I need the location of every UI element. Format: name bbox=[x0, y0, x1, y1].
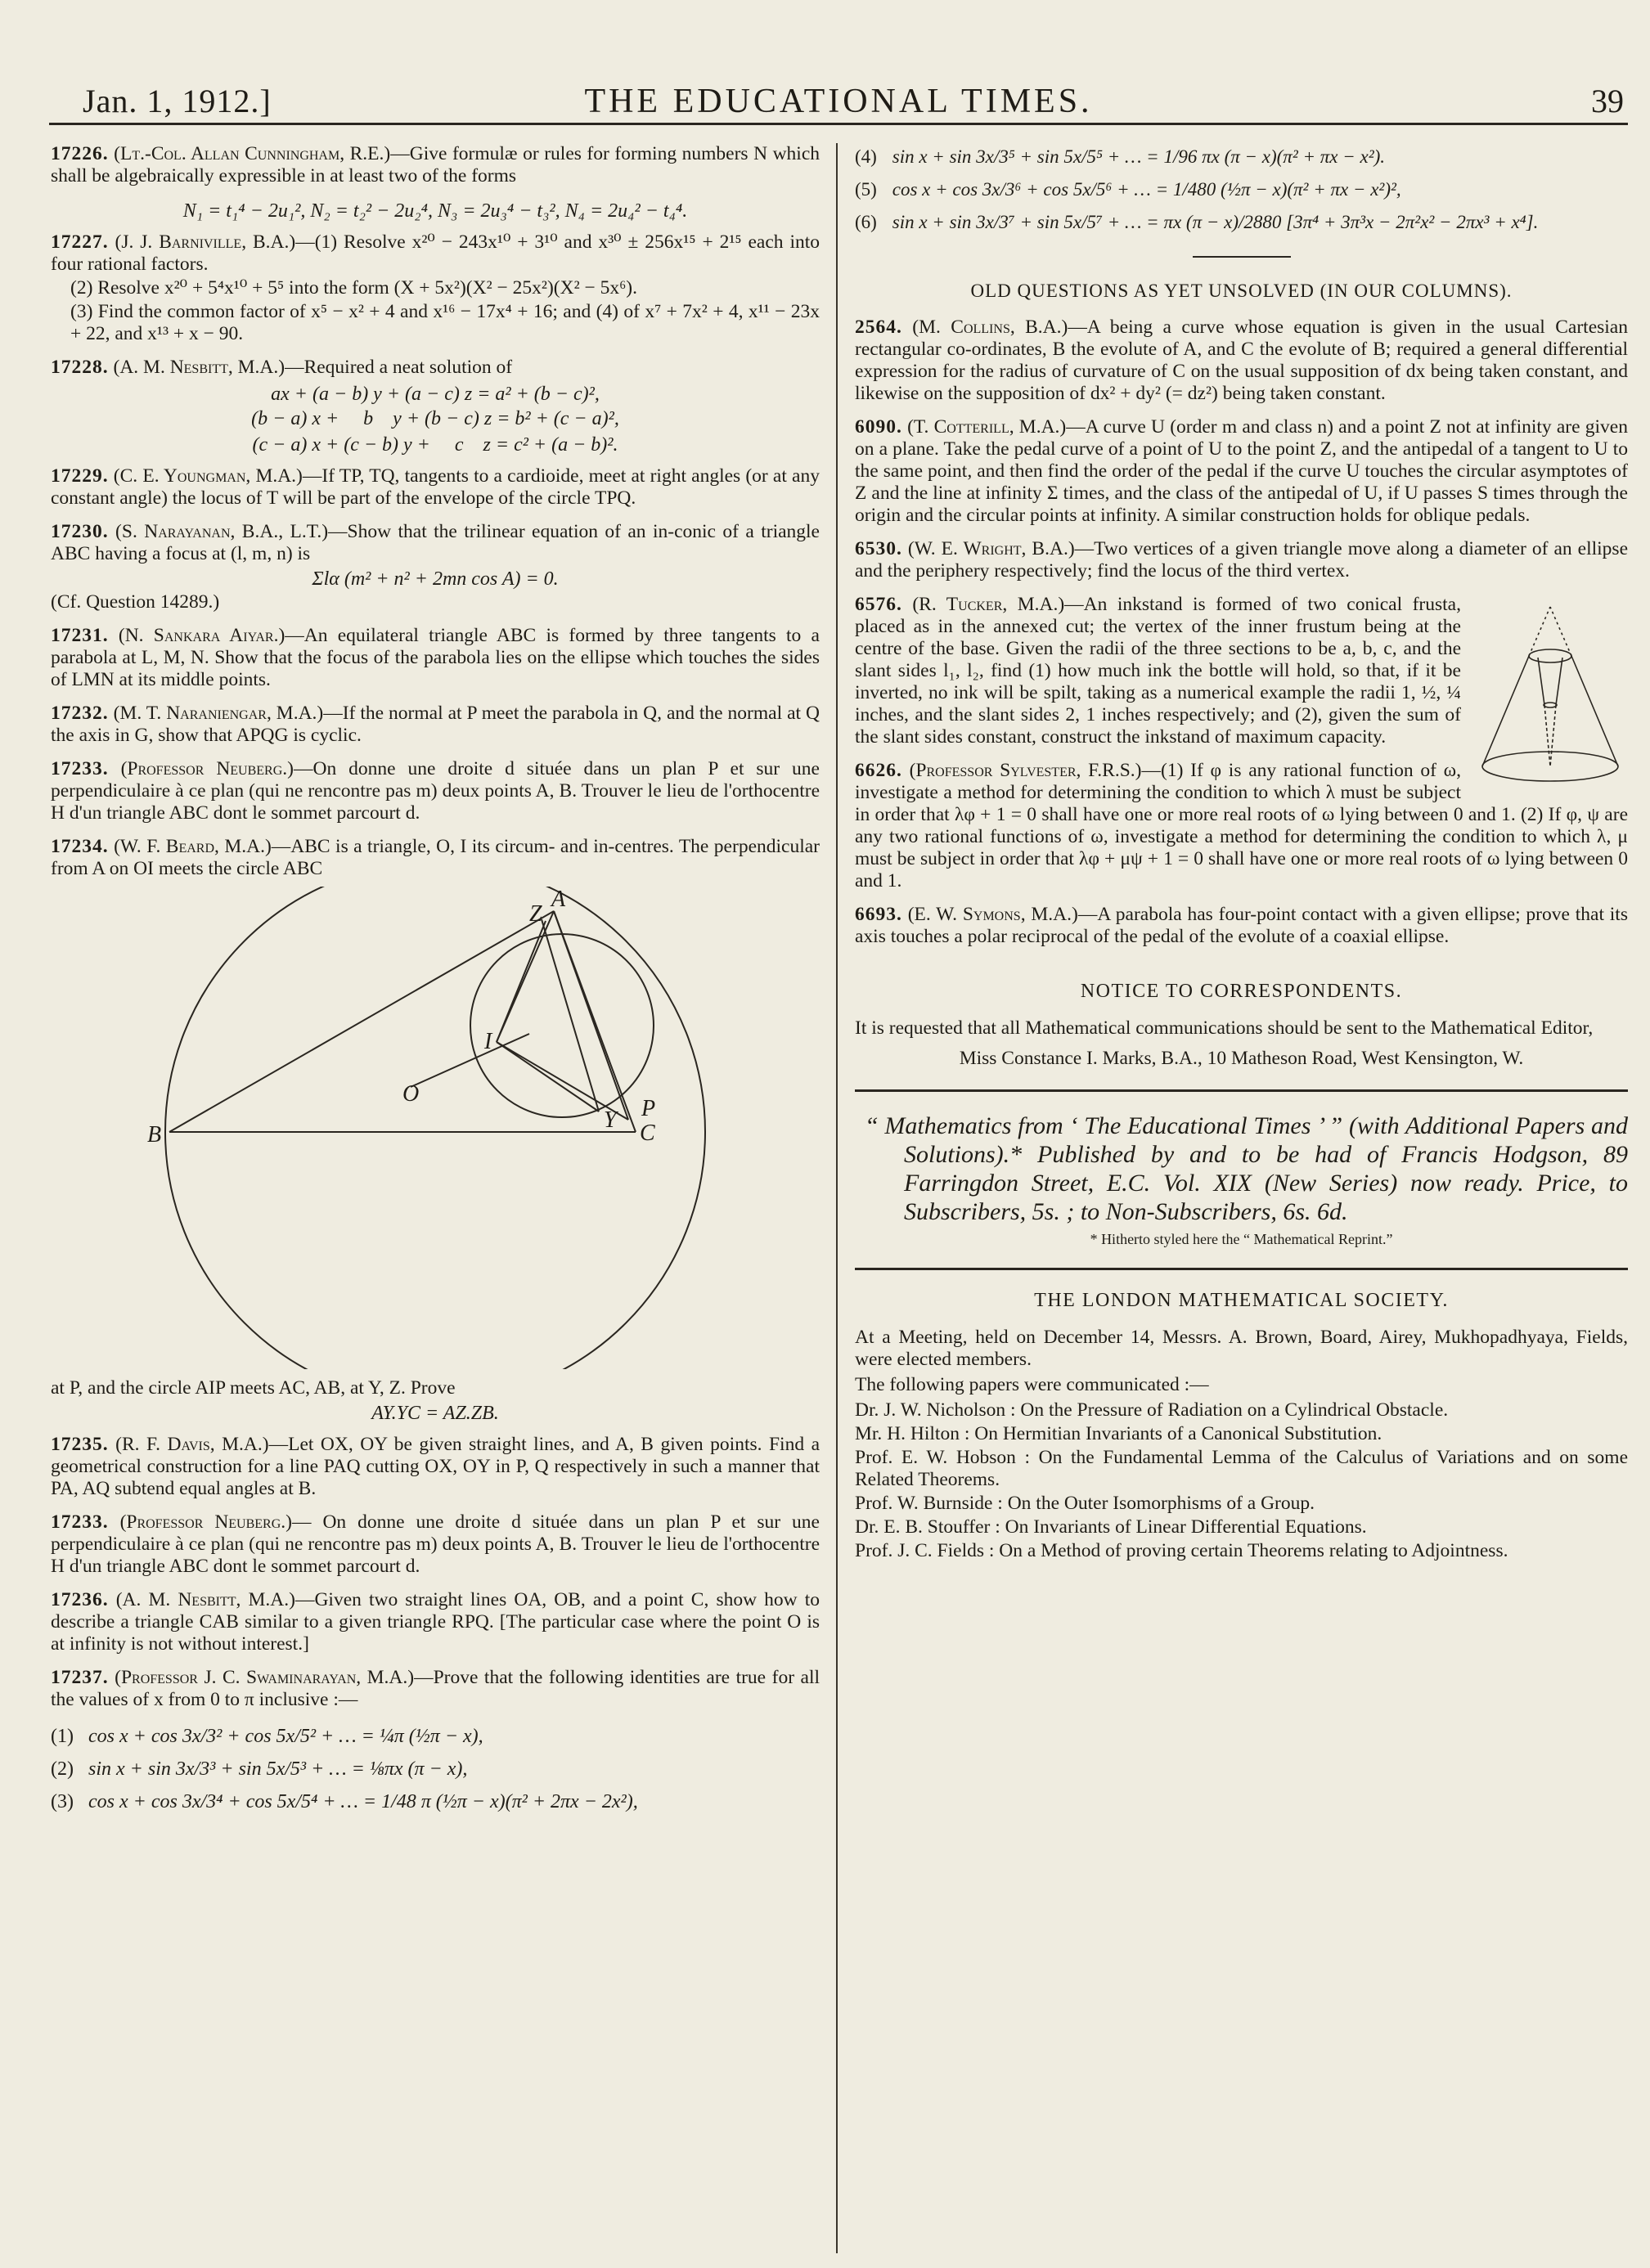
question-author: (R. Tucker, M.A.) bbox=[912, 594, 1065, 615]
header-rule bbox=[49, 123, 1628, 125]
question-number: 17231. bbox=[51, 625, 109, 646]
inkstand-figure bbox=[1472, 599, 1628, 787]
inner-lower-left bbox=[1544, 705, 1550, 766]
question-author: (Lt.-Col. Allan Cunningham, R.E.) bbox=[114, 143, 391, 164]
issue-date: Jan. 1, 1912.] bbox=[83, 83, 272, 119]
identity-expression: cos x + cos 3x/3² + cos 5x/5² + … = ¼π (½π − x), bbox=[88, 1726, 483, 1747]
label-c: C bbox=[640, 1121, 655, 1146]
top-section bbox=[1529, 649, 1571, 662]
question-text: —Two vertices of a given triangle move along a diameter of an ellipse and the periphery respectively; find the locus of the third vertex. bbox=[855, 538, 1629, 582]
cross-reference: (Cf. Question 14289.) bbox=[51, 591, 220, 613]
inner-section bbox=[1544, 703, 1557, 707]
equation: N₁ = t₁⁴ − 2u₁², N₂ = t₂² − 2u₂⁴, N₃ = 2u₃⁴ − t₃², N₄ = 2u₄² − t₄⁴. bbox=[182, 200, 688, 222]
identity-expression: cos x + cos 3x/3⁶ + cos 5x/5⁶ + … = 1/480 (½π − x)(π² + πx − x²)², bbox=[892, 179, 1401, 200]
question-text: — On donne une droite d située dans un plan P et sur une perpendiculaire à ce plan (qui ne rencontre pas m) deux points A, B. Trouver le lieu de l'orthocentre H d'un triangle ABC dont le sommet parcourt d. bbox=[51, 1511, 820, 1577]
question-17227 bbox=[51, 231, 820, 276]
question-number: 6530. bbox=[855, 538, 902, 559]
outer-slant-left bbox=[1482, 656, 1529, 766]
question-author: (C. E. Youngman, M.A.) bbox=[113, 465, 303, 487]
question-author: (Professor Neuberg.) bbox=[119, 1511, 292, 1533]
question-text: —Given two straight lines OA, OB, and a point C, show how to describe a triangle CAB similar to a given triangle RPQ. [The particular case where the point O is at infinity is not without interest.] bbox=[51, 1589, 820, 1655]
label-z: Z bbox=[529, 901, 542, 927]
label-y: Y bbox=[604, 1107, 617, 1133]
identity-3 bbox=[51, 1788, 820, 1816]
vertex-guide-right bbox=[1550, 607, 1571, 656]
circle-aip bbox=[470, 934, 654, 1117]
identity-1 bbox=[51, 1722, 820, 1750]
question-text: —If TP, TQ, tangents to a cardioide, meet at right angles (or at any constant angle) the locus of T will be part of the envelope of the circle TPQ. bbox=[51, 465, 820, 509]
question-number: 17230. bbox=[51, 521, 109, 542]
notice-heading: NOTICE TO CORRESPONDENTS. bbox=[1080, 981, 1403, 1002]
identity-number: (6) bbox=[855, 212, 877, 232]
label-o: O bbox=[402, 1081, 420, 1107]
label-a: A bbox=[551, 887, 566, 912]
identity-2 bbox=[51, 1755, 820, 1783]
label-i: I bbox=[484, 1029, 492, 1054]
reprint-footnote: * Hitherto styled here the “ Mathematical Reprint.” bbox=[1090, 1231, 1393, 1247]
question-17236 bbox=[51, 1589, 820, 1655]
question-number: 17227. bbox=[51, 231, 109, 253]
inner-slant-left bbox=[1538, 658, 1544, 705]
question-17233-repeat bbox=[51, 1511, 820, 1578]
notice-text: It is requested that all Mathematical communications should be sent to the Mathematical Editor, bbox=[855, 1017, 1594, 1039]
identity-expression: cos x + cos 3x/3⁴ + cos 5x/5⁴ + … = 1/48 π (½π − x)(π² + 2πx − 2x²), bbox=[88, 1791, 638, 1812]
label-p: P bbox=[641, 1096, 656, 1121]
question-number: 17232. bbox=[51, 703, 109, 724]
paper-item: Dr. E. B. Stouffer : On Invariants of Linear Differential Equations. bbox=[855, 1516, 1367, 1538]
identity-number: (3) bbox=[51, 1791, 74, 1812]
question-author: (E. W. Symons, M.A.) bbox=[907, 904, 1078, 925]
question-number: 6693. bbox=[855, 904, 902, 925]
question-text: —An equilateral triangle ABC is formed by three tangents to a parabola at L, M, N. Show that the focus of the parabola lies on the ellipse which touches the sides of LMN at its middle points. bbox=[51, 625, 820, 690]
question-part: (2) Resolve x²⁰ + 5⁴x¹⁰ + 5⁵ into the form (X + 5x²)(X² − 25x²)(X² − 5x⁶). bbox=[70, 277, 638, 299]
editor-address: Miss Constance I. Marks, B.A., 10 Matheson Road, West Kensington, W. bbox=[959, 1048, 1524, 1069]
identity-number: (1) bbox=[51, 1726, 74, 1747]
question-author: (R. F. Davis, M.A.) bbox=[115, 1434, 269, 1455]
question-6090 bbox=[855, 416, 1628, 527]
question-text: —If the normal at P meet the parabola in Q, and the normal at Q the axis in G, show that APQG is cyclic. bbox=[51, 703, 821, 746]
journal-title: THE EDUCATIONAL TIMES. bbox=[584, 83, 1093, 120]
question-text: —Required a neat solution of bbox=[285, 357, 513, 378]
base-section bbox=[1482, 752, 1618, 781]
outer-slant-right bbox=[1571, 656, 1618, 766]
question-17226 bbox=[51, 143, 820, 187]
paper-item: Dr. J. W. Nicholson : On the Pressure of Radiation on a Cylindrical Obstacle. bbox=[855, 1399, 1449, 1421]
question-author: (Professor J. C. Swaminarayan, M.A.) bbox=[115, 1667, 415, 1688]
paper-item: Prof. E. W. Hobson : On the Fundamental Lemma of the Calculus of Variations and on some Related Theorems. bbox=[855, 1447, 1628, 1490]
inner-slant-right bbox=[1556, 658, 1562, 705]
paper-item: Prof. W. Burnside : On the Outer Isomorphisms of a Group. bbox=[855, 1493, 1315, 1514]
triangle-circle-figure bbox=[51, 887, 820, 1369]
question-6693 bbox=[855, 904, 1628, 948]
question-text: —A being a curve whose equation is given in the usual Cartesian rectangular co-ordinates, B the evolute of A, and C the evolute of B; required a general differential expression for the radius of curvature of C on the usual supposition of dx being taken constant, and likewise on the supposition of dx² + dy² (= dz²) being taken constant. bbox=[855, 317, 1628, 404]
question-17237 bbox=[51, 1667, 820, 1711]
identity-4 bbox=[855, 143, 1628, 171]
question-17235 bbox=[51, 1434, 820, 1500]
question-number: 6090. bbox=[855, 416, 902, 438]
question-17229 bbox=[51, 465, 820, 510]
question-number: 17233. bbox=[51, 1511, 109, 1533]
question-2564 bbox=[855, 317, 1628, 405]
question-text: —(1) Resolve x²⁰ − 243x¹⁰ + 3¹⁰ and x³⁰ ± 256x¹⁵ + 2¹⁵ each into four rational factors. bbox=[51, 231, 821, 275]
question-text: —Prove that the following identities are true for all the values of x from 0 to π inclusive :— bbox=[51, 1667, 821, 1710]
question-author: (Professor Sylvester, F.R.S.) bbox=[909, 760, 1142, 781]
identity-expression: sin x + sin 3x/3⁷ + sin 5x/5⁷ + … = πx (π − x)/2880 [3π⁴ + 3π³x − 2π²x² − 2πx³ + x⁴]. bbox=[892, 212, 1539, 232]
vertex-guide-left bbox=[1529, 607, 1550, 656]
paper-item: Prof. J. C. Fields : On a Method of proving certain Theorems relating to Adjointness. bbox=[855, 1540, 1508, 1561]
equation: Σlα (m² + n² + 2mn cos A) = 0. bbox=[312, 568, 559, 590]
side-ba bbox=[169, 911, 554, 1132]
question-text: —(1) If φ is any rational function of ω, investigate a method for determining the condition to which λ must be subject in order that λφ + 1 = 0 shall have one or more real roots of ω lying between 0 and 1. (2) If φ, ψ are any two rational functions of ω, investigate a method for determining the condition to which λ, μ must be subject in order that λφ + μψ + 1 = 0 shall have one or more real roots of ω lying between 0 and 1. bbox=[855, 760, 1628, 891]
equation: ax + (a − b) y + (a − c) z = a² + (b − c)², bbox=[271, 384, 600, 405]
right-column bbox=[855, 143, 1628, 1564]
society-meeting: At a Meeting, held on December 14, Messrs. A. Brown, Board, Airey, Mukhopadhyaya, Fields, were elected members. bbox=[855, 1327, 1628, 1370]
question-17231 bbox=[51, 625, 820, 691]
section-rule bbox=[1193, 256, 1291, 258]
masthead bbox=[45, 82, 1632, 123]
inner-lower-right bbox=[1550, 705, 1556, 766]
question-6576 bbox=[855, 594, 1628, 748]
question-author: (M. Collins, B.A.) bbox=[912, 317, 1068, 338]
question-text: —A curve U (order m and class n) and a point Z not at infinity are given on a plane. Take the pedal curve of a point of U to the point Z, and the antipedal of a tangent to U to the same point, and then find the order of the pedal if the curve U touches the circular asymptotes of Z and the line at infinity Σ times, and the class of the antipedal of U, if U passes S times through the origin and the circular points at infinity. A similar construction holds for oblique pedals. bbox=[855, 416, 1628, 526]
question-author: (J. J. Barniville, B.A.) bbox=[115, 231, 296, 253]
identity-number: (4) bbox=[855, 146, 877, 167]
question-number: 2564. bbox=[855, 317, 902, 338]
society-intro: The following papers were communicated :— bbox=[855, 1374, 1209, 1395]
label-b: B bbox=[147, 1122, 162, 1147]
section-rule bbox=[855, 1268, 1628, 1270]
question-number: 17235. bbox=[51, 1434, 109, 1455]
question-text: —Give formulæ or rules for forming numbers N which shall be algebraically expressible in at least two of the forms bbox=[51, 143, 821, 186]
identity-6 bbox=[855, 209, 1628, 236]
identity-expression: sin x + sin 3x/3³ + sin 5x/5³ + … = ⅛πx (π − x), bbox=[88, 1758, 468, 1780]
question-text: —Show that the trilinear equation of an in-conic of a triangle ABC having a focus at (l, m, n) is bbox=[51, 521, 820, 564]
left-column bbox=[51, 143, 820, 1821]
question-number: 17226. bbox=[51, 143, 109, 164]
line-oi bbox=[411, 1034, 529, 1087]
identity-number: (5) bbox=[855, 179, 877, 200]
question-17230 bbox=[51, 521, 820, 565]
question-number: 6576. bbox=[855, 594, 902, 615]
identity-expression: sin x + sin 3x/3⁵ + sin 5x/5⁵ + … = 1/96 πx (π − x)(π² + πx − x²). bbox=[892, 146, 1386, 167]
question-author: (S. Narayanan, B.A., L.T.) bbox=[115, 521, 329, 542]
question-author: (A. M. Nesbitt, M.A.) bbox=[113, 357, 285, 378]
identity-5 bbox=[855, 176, 1628, 204]
line-iy bbox=[497, 1042, 599, 1112]
reprint-notice: “ Mathematics from ‘ The Educational Times ’ ” (with Additional Papers and Solutions).* Published by and to be had of Francis Hodgson, 89 Farringdon Street, E.C. Vol. XIX (New Series) now ready. Price, to Subscribers, 5s. ; to Non-Subscribers, 6s. 6d. bbox=[865, 1112, 1628, 1225]
question-number: 17228. bbox=[51, 357, 109, 378]
old-questions-heading: OLD QUESTIONS AS YET UNSOLVED (IN OUR COLUMNS). bbox=[970, 281, 1513, 301]
question-author: (W. E. Wright, B.A.) bbox=[907, 538, 1075, 559]
equation: (b − a) x + b y + (b − c) z = b² + (c − a)², bbox=[251, 408, 619, 429]
question-number: 17229. bbox=[51, 465, 109, 487]
question-author: (W. F. Beard, M.A.) bbox=[114, 836, 272, 857]
society-heading: THE LONDON MATHEMATICAL SOCIETY. bbox=[1034, 1290, 1449, 1311]
section-rule bbox=[855, 1089, 1628, 1092]
question-text: at P, and the circle AIP meets AC, AB, at Y, Z. Prove bbox=[51, 1377, 456, 1399]
question-text: —Let OX, OY be given straight lines, and A, B given points. Find a geometrical construction for a line PAQ cutting OX, OY in P, Q respectively in such a manner that PA, AQ subtend equal angles at B. bbox=[51, 1434, 821, 1499]
question-text: —A parabola has four-point contact with a given ellipse; prove that its axis touches a polar reciprocal of the pedal of the evolute of a coaxial ellipse. bbox=[855, 904, 1628, 947]
identity-number: (2) bbox=[51, 1758, 74, 1780]
question-number: 17234. bbox=[51, 836, 109, 857]
question-text: —ABC is a triangle, O, I its circum- and in-centres. The perpendicular from A on OI meets the circle ABC bbox=[51, 836, 820, 879]
question-6530 bbox=[855, 538, 1628, 582]
question-number: 6626. bbox=[855, 760, 902, 781]
equation: AY.YC = AZ.ZB. bbox=[371, 1403, 499, 1424]
equation: (c − a) x + (c − b) y + c z = c² + (a − b)². bbox=[252, 434, 618, 456]
column-divider bbox=[836, 143, 838, 2253]
question-author: (A. M. Nesbitt, M.A.) bbox=[115, 1589, 295, 1610]
question-author: (M. T. Naraniengar, M.A.) bbox=[113, 703, 324, 724]
question-number: 17237. bbox=[51, 1667, 109, 1688]
question-author: (N. Sankara Aiyar.) bbox=[118, 625, 285, 646]
question-17232 bbox=[51, 703, 820, 747]
paper-item: Mr. H. Hilton : On Hermitian Invariants of a Canonical Substitution. bbox=[855, 1423, 1382, 1444]
question-author: (Professor Neuberg.) bbox=[120, 758, 294, 779]
question-author: (T. Cotterill, M.A.) bbox=[907, 416, 1067, 438]
question-number: 17233. bbox=[51, 758, 109, 779]
question-number: 17236. bbox=[51, 1589, 109, 1610]
question-17228 bbox=[51, 357, 820, 379]
question-17233 bbox=[51, 758, 820, 824]
question-part: (3) Find the common factor of x⁵ − x² + 4 and x¹⁶ − 17x⁴ + 16; and (4) of x⁷ + 7x² + 4, x¹¹ − 23x + 22, and x¹³ + x − 90. bbox=[70, 301, 820, 344]
question-17234 bbox=[51, 836, 820, 880]
question-text: —On donne une droite d située dans un plan P et sur une perpendiculaire à ce plan (qui ne rencontre pas m) deux points A, B. Trouver le lieu de l'orthocentre H d'un triangle ABC dont le sommet parcourt d. bbox=[51, 758, 820, 824]
question-text: —An inkstand is formed of two conical frusta, placed as in the annexed cut; the vertex of the inner frustum being at the centre of the base. Given the radii of the three sections to be a, b, c, and the slant sides l₁, l₂, find (1) how much ink the bottle will hold, so that, if it be inverted, no ink will be spilt, taking as a numerical example the radii 1, ½, ¼ inches, and the slant sides 2, 1 inches respectively; and (2), given the sum of the slant sides constant, construct the inkstand of maximum capacity. bbox=[855, 594, 1461, 748]
page-number: 39 bbox=[1591, 83, 1624, 119]
